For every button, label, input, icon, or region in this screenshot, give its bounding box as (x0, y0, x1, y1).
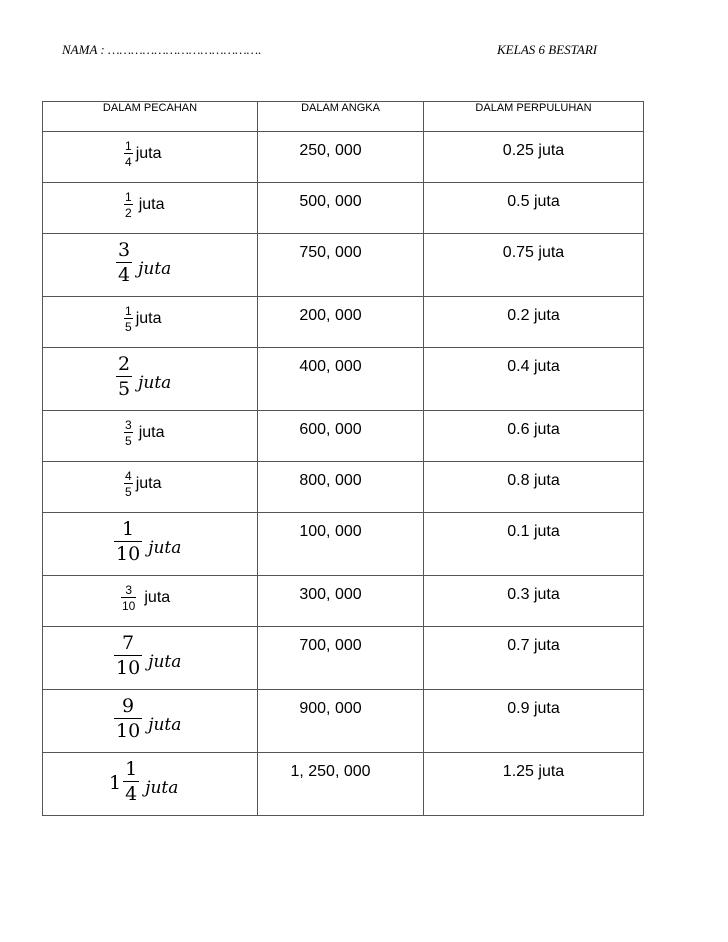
denominator: 10 (122, 599, 136, 613)
numerator: 3 (125, 583, 133, 597)
table-row (43, 348, 644, 411)
angka-cell: 800, 000 (258, 462, 424, 513)
fraction (124, 305, 133, 333)
numerator: 1 (125, 190, 132, 204)
fraction (114, 634, 142, 678)
fraction (121, 584, 136, 612)
unit-label: juta (135, 475, 162, 492)
numerator: 9 (122, 695, 135, 717)
angka-cell: 1, 250, 000 (258, 753, 424, 816)
table-row (43, 411, 644, 462)
fraction-cell (43, 576, 258, 627)
numerator: 1 (125, 304, 132, 318)
fraction-cell (43, 753, 258, 816)
perpuluhan-cell: 0.25 juta (424, 132, 644, 183)
table-row (43, 462, 644, 513)
unit-label: juta (135, 145, 162, 162)
table-row (43, 183, 644, 234)
table-row (43, 627, 644, 690)
unit-label: juta (144, 589, 171, 606)
fraction-cell (43, 132, 258, 183)
angka-cell: 100, 000 (258, 513, 424, 576)
angka-cell: 200, 000 (258, 297, 424, 348)
angka-cell: 400, 000 (258, 348, 424, 411)
table-row (43, 690, 644, 753)
angka-cell: 900, 000 (258, 690, 424, 753)
denominator: 10 (116, 720, 141, 742)
numerator: 3 (125, 418, 132, 432)
angka-cell: 500, 000 (258, 183, 424, 234)
perpuluhan-cell: 0.9 juta (424, 690, 644, 753)
name-label: NAMA : …………………………………. (62, 42, 262, 57)
fraction-cell (43, 411, 258, 462)
fraction (114, 520, 142, 564)
unit-label: 𝑗𝑢𝑡𝑎 (148, 715, 182, 735)
unit-label: 𝑗𝑢𝑡𝑎 (148, 652, 182, 672)
denominator: 4 (125, 155, 132, 169)
class-label: KELAS 6 BESTARI (497, 42, 598, 57)
angka-cell: 750, 000 (258, 234, 424, 297)
angka-cell: 300, 000 (258, 576, 424, 627)
fraction-cell (43, 462, 258, 513)
fraction (116, 241, 132, 285)
table-row (43, 576, 644, 627)
denominator: 10 (116, 657, 141, 679)
denominator: 2 (125, 206, 132, 220)
conversion-table (42, 101, 644, 816)
table-row (43, 753, 644, 816)
perpuluhan-cell: 1.25 juta (424, 753, 644, 816)
unit-label: juta (138, 196, 165, 213)
denominator: 5 (125, 485, 132, 499)
fraction (124, 419, 133, 447)
perpuluhan-cell: 0.1 juta (424, 513, 644, 576)
whole-number: 1 (109, 772, 122, 794)
perpuluhan-cell: 0.5 juta (424, 183, 644, 234)
fraction-cell (43, 348, 258, 411)
fraction (124, 470, 133, 498)
numerator: 1 (122, 518, 135, 540)
table-row (43, 513, 644, 576)
fraction-cell (43, 234, 258, 297)
numerator: 1 (125, 758, 138, 780)
perpuluhan-cell: 0.2 juta (424, 297, 644, 348)
numerator: 1 (125, 139, 132, 153)
column-header-angka: DALAM ANGKA (258, 102, 424, 132)
perpuluhan-cell: 0.75 juta (424, 234, 644, 297)
perpuluhan-cell: 0.7 juta (424, 627, 644, 690)
fraction-cell (43, 690, 258, 753)
unit-label: 𝑗𝑢𝑡𝑎 (148, 538, 182, 558)
perpuluhan-cell: 0.4 juta (424, 348, 644, 411)
table-row (43, 132, 644, 183)
denominator: 4 (125, 783, 138, 805)
fraction (123, 760, 139, 804)
denominator: 10 (116, 543, 141, 565)
numerator: 2 (118, 353, 131, 375)
denominator: 5 (118, 378, 131, 400)
fraction-cell (43, 183, 258, 234)
column-header-pecahan: DALAM PECAHAN (43, 102, 258, 132)
fraction (114, 697, 142, 741)
numerator: 4 (125, 469, 132, 483)
numerator: 3 (118, 239, 131, 261)
table-row (43, 297, 644, 348)
unit-label: 𝑗𝑢𝑡𝑎 (138, 373, 172, 393)
denominator: 5 (125, 434, 132, 448)
angka-cell: 600, 000 (258, 411, 424, 462)
column-header-perpuluhan: DALAM PERPULUHAN (424, 102, 644, 132)
fraction (124, 140, 133, 168)
fraction-cell (43, 297, 258, 348)
fraction (116, 355, 132, 399)
numerator: 7 (122, 632, 135, 654)
unit-label: 𝑗𝑢𝑡𝑎 (145, 778, 179, 798)
unit-label: juta (135, 310, 162, 327)
denominator: 5 (125, 320, 132, 334)
perpuluhan-cell: 0.8 juta (424, 462, 644, 513)
perpuluhan-cell: 0.3 juta (424, 576, 644, 627)
table-header-row (43, 102, 644, 132)
table-row (43, 234, 644, 297)
perpuluhan-cell: 0.6 juta (424, 411, 644, 462)
fraction (124, 191, 133, 219)
angka-cell: 250, 000 (258, 132, 424, 183)
angka-cell: 700, 000 (258, 627, 424, 690)
unit-label: juta (138, 424, 165, 441)
unit-label: 𝑗𝑢𝑡𝑎 (138, 259, 172, 279)
fraction-cell (43, 627, 258, 690)
fraction-cell (43, 513, 258, 576)
denominator: 4 (118, 264, 131, 286)
